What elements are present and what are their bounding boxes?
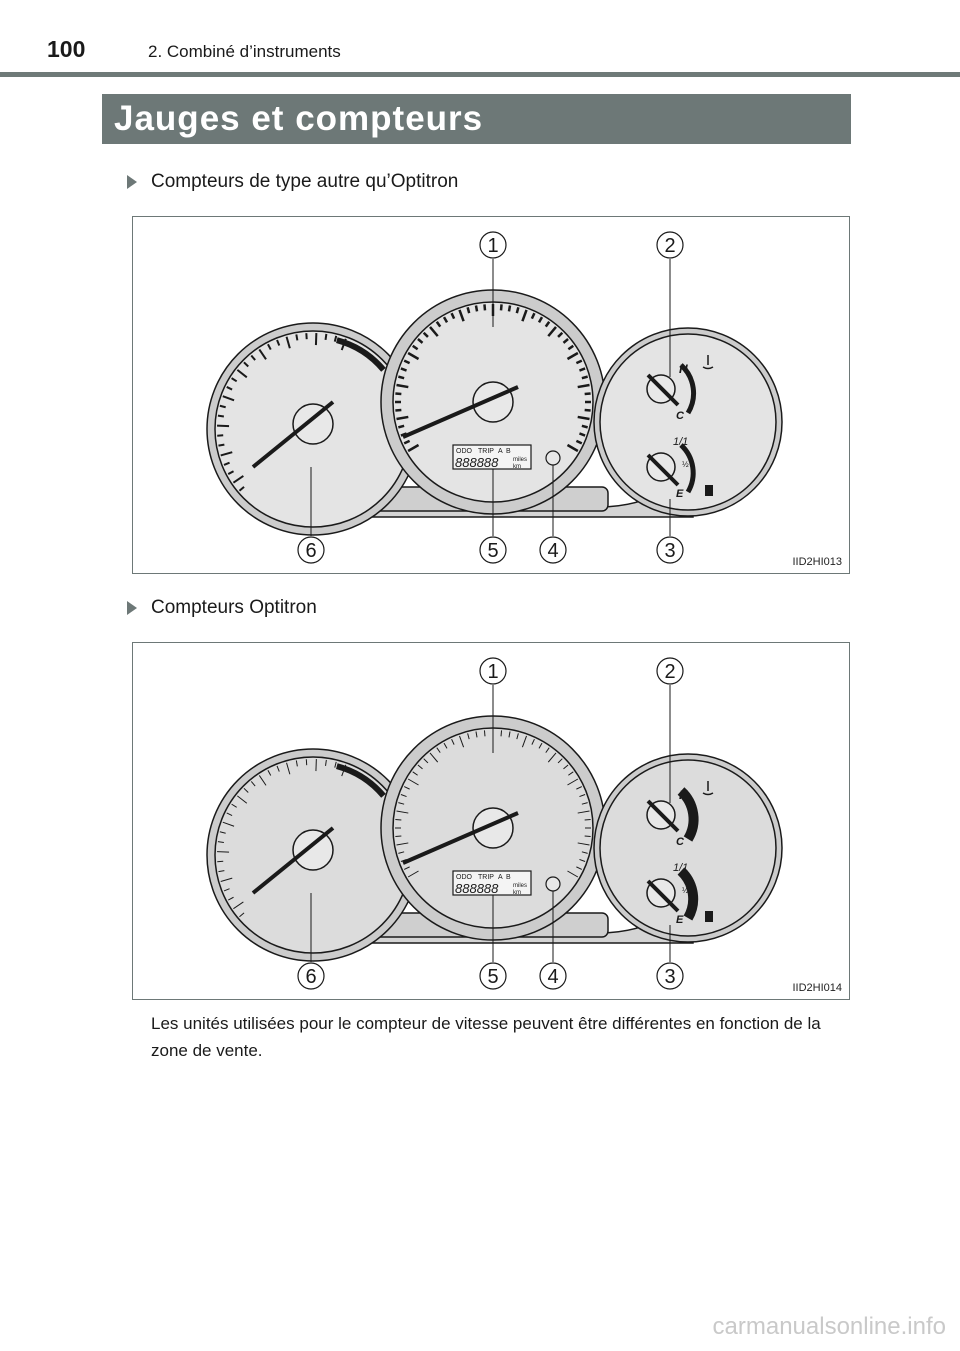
subheading-optitron — [127, 597, 317, 619]
speedometer-tick — [468, 307, 470, 313]
fuel-label-half: ½ — [682, 460, 689, 469]
right-gauges-dial — [600, 334, 776, 510]
fuel-label-empty: E — [676, 488, 684, 500]
callout-number: 2 — [664, 661, 676, 683]
odometer-trip-a-label: A — [498, 448, 503, 455]
temperature-label-hot: H — [679, 362, 688, 376]
section-title: Jauges et compteurs — [114, 99, 484, 138]
figure-non-optitron-cluster — [132, 216, 850, 574]
speedometer-tick — [484, 730, 485, 736]
fuel-label-full: 1/1 — [673, 862, 689, 874]
subheading-text: Compteurs Optitron — [151, 597, 317, 618]
fuel-label-empty: E — [676, 914, 684, 926]
cluster-illustration — [133, 643, 851, 1001]
fuel-pump-icon — [705, 911, 713, 922]
speedometer-tick — [395, 410, 401, 411]
speedometer-tick — [517, 307, 519, 313]
speedometer-tick — [585, 836, 591, 837]
cluster-illustration — [133, 217, 851, 575]
page-header — [0, 0, 960, 78]
speedometer-tick — [398, 426, 404, 428]
subheading-non-optitron — [127, 171, 458, 193]
page-number: 100 — [47, 36, 86, 62]
fuel-label-full: 1/1 — [673, 436, 689, 448]
bullet-triangle-icon — [127, 601, 137, 615]
figure-code: IID2HI014 — [792, 982, 842, 994]
callout-number: 6 — [305, 540, 317, 562]
tachometer-tick — [326, 334, 327, 340]
odometer-trip-b-label: B — [506, 874, 511, 881]
speedometer-tick — [476, 305, 477, 311]
section-banner — [102, 94, 851, 144]
speedometer-tick — [585, 819, 591, 820]
tachometer-tick — [296, 334, 297, 340]
trip-reset-knob — [546, 451, 560, 465]
chapter-title: 2. Combiné d’instruments — [148, 42, 341, 61]
speedometer-tick — [509, 305, 510, 311]
figure-code: IID2HI013 — [792, 556, 842, 568]
speedometer-tick — [395, 819, 401, 820]
speedometer-tick — [484, 304, 485, 310]
callout-number: 6 — [305, 966, 317, 988]
odometer-odo-label: ODO — [456, 448, 472, 455]
speedometer-tick — [501, 730, 502, 736]
callout-number: 5 — [487, 966, 499, 988]
header-rule — [0, 72, 960, 77]
note-text: Les unités utilisées pour le compteur de vitesse peuvent être différentes en fonction de la zone de vente. — [151, 1014, 821, 1060]
odometer-unit-miles: miles — [513, 883, 528, 889]
speedometer-tick — [501, 304, 502, 310]
callout-number: 4 — [547, 540, 559, 562]
odometer-unit-km: km — [513, 890, 521, 896]
speedometer-tick — [585, 410, 591, 411]
callout-number: 3 — [664, 540, 676, 562]
speedometer-tick — [585, 393, 591, 394]
speedometer-tick — [395, 836, 401, 837]
callout-number: 1 — [487, 235, 499, 257]
callout-number: 2 — [664, 235, 676, 257]
callout-number: 4 — [547, 966, 559, 988]
trip-reset-knob — [546, 877, 560, 891]
odometer-trip-label: TRIP — [478, 448, 494, 455]
speedometer-tick — [582, 426, 588, 428]
tachometer-tick — [218, 416, 224, 417]
speedometer-tick — [398, 377, 404, 379]
odometer-trip-b-label: B — [506, 448, 511, 455]
speedometer-tick — [582, 377, 588, 379]
odometer-trip-label: TRIP — [478, 874, 494, 881]
callout-number: 1 — [487, 661, 499, 683]
tachometer-hub — [293, 830, 333, 870]
tachometer-tick — [220, 406, 226, 407]
fuel-pump-icon — [705, 485, 713, 496]
odometer-digits: 888888 — [455, 455, 499, 470]
fuel-label-half: ½ — [682, 886, 689, 895]
bullet-triangle-icon — [127, 175, 137, 189]
subheading-text: Compteurs de type autre qu’Optitron — [151, 171, 459, 192]
tachometer-tick — [335, 336, 336, 342]
speedometer-tick — [395, 393, 401, 394]
temperature-label-cold: C — [676, 836, 684, 848]
figure-optitron-cluster — [132, 642, 850, 1000]
odometer-trip-a-label: A — [498, 874, 503, 881]
odometer-unit-miles: miles — [513, 457, 528, 463]
odometer-odo-label: ODO — [456, 874, 472, 881]
odometer-unit-km: km — [513, 464, 521, 470]
temperature-label-cold: C — [676, 410, 684, 422]
watermark: carmanualsonline.info — [712, 1313, 946, 1340]
odometer-digits: 888888 — [455, 881, 499, 896]
callout-number: 5 — [487, 540, 499, 562]
tachometer-hub — [293, 404, 333, 444]
tachometer-tick — [218, 445, 224, 446]
temperature-label-hot: H — [679, 788, 688, 802]
callout-number: 3 — [664, 966, 676, 988]
